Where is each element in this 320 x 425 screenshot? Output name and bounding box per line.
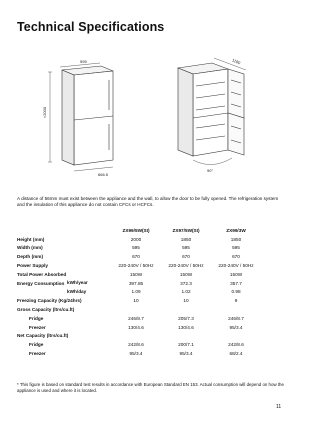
row-value: 10	[133, 298, 139, 304]
table-row	[17, 261, 261, 270]
row-label-text: Gross Capacity (ltrs/cu.ft)	[17, 307, 75, 313]
row-label-text: Freezer	[29, 351, 46, 357]
row-value: 1850	[180, 236, 192, 242]
table-row	[17, 314, 261, 323]
row-value: 95/3.4	[229, 324, 243, 330]
table-row	[17, 279, 261, 288]
row-value: 0.98	[231, 289, 241, 295]
row-value: 95/3.4	[179, 351, 193, 357]
left-depth-label: 595	[80, 59, 87, 64]
row-value: 372.3	[180, 280, 192, 286]
row-value	[161, 332, 211, 341]
table-header-row	[17, 226, 261, 235]
specifications-table	[17, 226, 261, 358]
row-label	[17, 288, 111, 297]
row-unit: kWh/day	[67, 288, 87, 294]
row-value: 670	[182, 254, 190, 260]
model-header: ZX99/3W	[226, 227, 246, 233]
row-value: 357.7	[230, 280, 242, 286]
row-label-text: Total Power Absorbed	[17, 271, 67, 277]
row-label	[17, 252, 111, 261]
open-appliance-drawing	[178, 58, 246, 165]
row-label-text: Freezer	[29, 324, 46, 330]
row-value: 670	[232, 254, 240, 260]
table-row	[17, 340, 261, 349]
model-header: ZX99/5W(SI)	[122, 227, 150, 233]
row-value: 242/8.6	[128, 342, 144, 348]
row-label-text: Freezing Capacity (Kg/24hrs)	[17, 298, 82, 304]
table-row	[17, 270, 261, 279]
row-value: 9	[234, 298, 238, 304]
footnote: * This figure is based on standard test results in accordance with European Standard EN 153. Actual consumption will depend on how the appliance is used and where it is located.	[17, 382, 284, 393]
row-unit: kWh/year	[67, 279, 88, 285]
row-value: 397.85	[128, 280, 144, 286]
row-label-text: Power Supply	[17, 263, 48, 269]
left-width-label: 666.5	[98, 172, 109, 177]
row-label	[17, 323, 111, 332]
row-label	[17, 305, 111, 314]
model-header: ZX97/5W(SI)	[172, 227, 200, 233]
row-label-text: Fridge	[29, 342, 44, 348]
row-value	[111, 305, 161, 314]
row-value: 2000	[130, 236, 142, 242]
row-value: 595	[232, 245, 240, 251]
row-value: 595	[132, 245, 140, 251]
row-value	[161, 305, 211, 314]
row-value: 220-240V / 50Hz	[168, 263, 204, 269]
row-value	[211, 305, 261, 314]
page-title: Technical Specifications	[17, 20, 165, 34]
right-angle-label: 90°	[207, 168, 214, 173]
row-value: 1850	[230, 236, 242, 242]
row-value: 130/4.6	[178, 324, 194, 330]
table-row	[17, 252, 261, 261]
row-label	[17, 270, 111, 279]
row-value	[111, 332, 161, 341]
row-value: 1.09	[131, 289, 141, 295]
table-row	[17, 235, 261, 244]
table-row	[17, 332, 261, 341]
table-row	[17, 296, 261, 305]
row-label-text: Depth (mm)	[17, 254, 44, 260]
row-label-text: Fridge	[29, 315, 44, 321]
row-value: 10	[183, 298, 189, 304]
row-value: 130/4.6	[128, 324, 144, 330]
table-row	[17, 244, 261, 253]
row-value: 200/7.1	[178, 342, 194, 348]
row-value: 1.02	[181, 289, 191, 295]
row-value: 150W	[179, 271, 193, 277]
row-value	[211, 332, 261, 341]
row-label	[17, 332, 111, 341]
row-label	[17, 349, 111, 358]
table-row	[17, 323, 261, 332]
row-label-text: Energy Consumption	[17, 280, 65, 286]
row-value: 150W	[129, 271, 143, 277]
row-value: 595	[182, 245, 190, 251]
table-row	[17, 349, 261, 358]
row-value: 150W	[229, 271, 243, 277]
row-label-text: Height (mm)	[17, 236, 45, 242]
row-label-text: Width (mm)	[17, 245, 43, 251]
appliance-dimension-diagram	[0, 0, 300, 190]
row-value: 220-240V / 50Hz	[218, 263, 254, 269]
row-value: 246/8.7	[228, 315, 244, 321]
row-label	[17, 340, 111, 349]
closed-appliance-drawing	[48, 63, 113, 171]
row-value: 242/8.6	[228, 342, 244, 348]
row-label-text: Net Capacity (ltrs/cu.ft)	[17, 333, 69, 339]
table-row	[17, 288, 261, 297]
row-value: 670	[132, 254, 140, 260]
installation-note: A distance of 56mm must exist between the appliance and the wall, to allow the door to be fully opened. The refrigeration system and the insulation of this appliance do not contain CFCs or HCFCs.	[17, 196, 279, 208]
row-label	[17, 296, 111, 305]
page-number: 11	[276, 404, 282, 410]
row-label	[17, 279, 111, 288]
row-label	[17, 261, 111, 270]
table-row	[17, 305, 261, 314]
row-label	[17, 235, 111, 244]
specifications-table-body	[17, 235, 261, 358]
row-value: 95/3.4	[129, 351, 143, 357]
right-width-label: 1180	[231, 57, 242, 66]
row-value: 68/2.4	[229, 351, 243, 357]
row-label	[17, 244, 111, 253]
row-value: 220-240V / 50Hz	[118, 263, 154, 269]
row-label	[17, 314, 111, 323]
left-height-label: ≈2000	[42, 106, 47, 118]
row-value: 205/7.3	[178, 315, 194, 321]
row-value: 246/8.7	[128, 315, 144, 321]
